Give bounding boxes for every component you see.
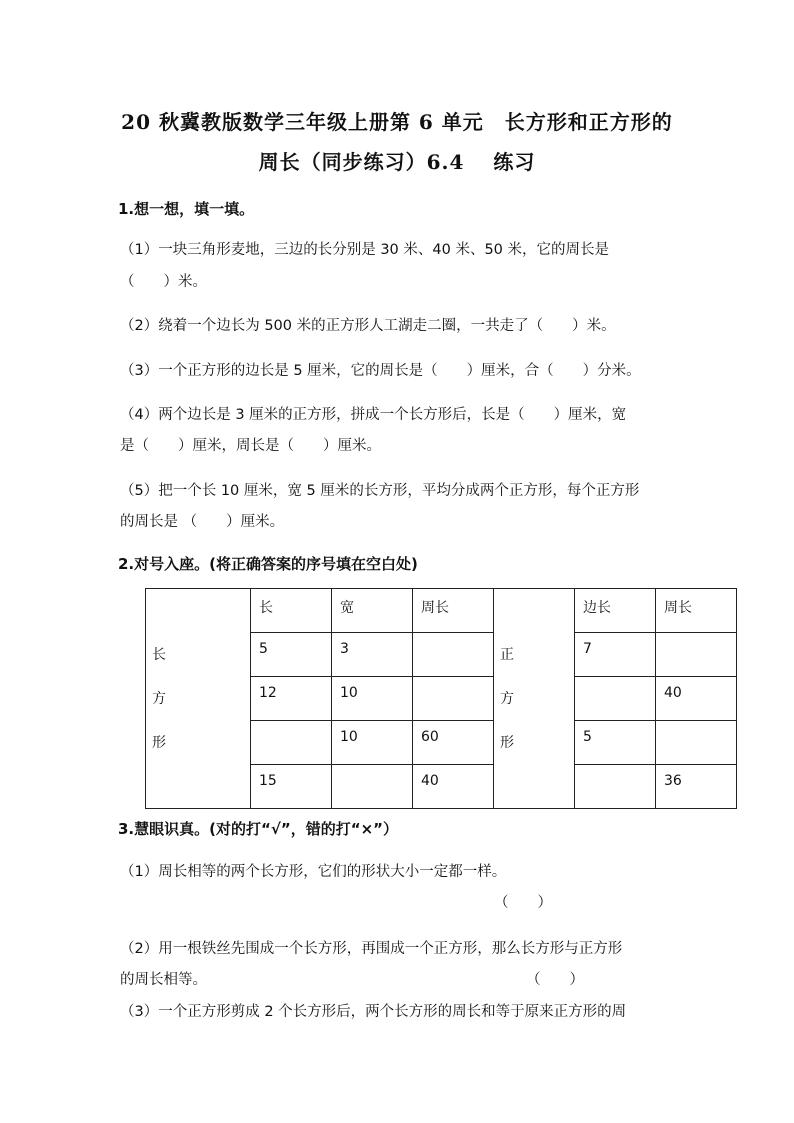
table-cell[interactable]: 15 (251, 765, 332, 809)
table-cell[interactable] (656, 633, 737, 677)
question-3-3-line-1: （3）一个正方形剪成 2 个长方形后，两个长方形的周长和等于原来正方形的周 (120, 1004, 627, 1020)
answer-blank-3-1[interactable]: （ ） (494, 895, 552, 911)
square-label-char: 形 (500, 734, 514, 751)
header-rect-perimeter: 周长 (413, 589, 494, 633)
header-width: 宽 (332, 589, 413, 633)
question-3-2-line-1: （2）用一根铁丝先围成一个长方形，再围成一个正方形，那么长方形与正方形 (120, 941, 623, 957)
table-cell[interactable]: 10 (332, 721, 413, 765)
header-square-perimeter: 周长 (656, 589, 737, 633)
table-cell[interactable] (656, 721, 737, 765)
question-1-4-line-2: 是（ ）厘米，周长是（ ）厘米。 (120, 438, 381, 454)
table-cell[interactable]: 10 (332, 677, 413, 721)
table-cell[interactable] (413, 633, 494, 677)
answer-blank-3-2[interactable]: （ ） (526, 972, 584, 988)
question-1-2: （2）绕着一个边长为 500 米的正方形人工湖走二圈，一共走了（ ）米。 (120, 318, 616, 334)
square-label-cell (494, 589, 575, 809)
rectangle-label-char: 形 (152, 734, 166, 751)
table-cell[interactable]: 5 (251, 633, 332, 677)
question-1-4-line-1: （4）两个边长是 3 厘米的正方形，拼成一个长方形后，长是（ ）厘米，宽 (120, 407, 627, 423)
table-cell[interactable] (575, 765, 656, 809)
table-cell[interactable] (413, 677, 494, 721)
table-cell[interactable]: 36 (656, 765, 737, 809)
table-cell[interactable] (251, 721, 332, 765)
title-line-1: 20 秋冀教版数学三年级上册第 6 单元 长方形和正方形的 (121, 110, 673, 134)
table-cell[interactable]: 3 (332, 633, 413, 677)
square-label-char: 方 (500, 690, 514, 707)
question-1-3: （3）一个正方形的边长是 5 厘米，它的周长是（ ）厘米，合（ ）分米。 (120, 363, 641, 379)
question-1-1-line-1: （1）一块三角形麦地，三边的长分别是 30 米、40 米、50 米，它的周长是 (120, 242, 610, 258)
perimeter-table (145, 588, 737, 809)
square-label-char: 正 (500, 646, 514, 663)
header-side: 边长 (575, 589, 656, 633)
section-1-heading: 1.想一想，填一填。 (118, 200, 255, 218)
question-3-2-line-2: 的周长相等。 (120, 972, 207, 988)
table-cell[interactable]: 5 (575, 721, 656, 765)
section-2-heading: 2.对号入座。(将正确答案的序号填在空白处) (118, 555, 418, 573)
table-cell[interactable] (575, 677, 656, 721)
table-cell[interactable]: 60 (413, 721, 494, 765)
section-3-heading: 3.慧眼识真。(对的打“√”，错的打“×”） (118, 820, 398, 838)
question-3-1: （1）周长相等的两个长方形，它们的形状大小一定都一样。 (120, 864, 507, 880)
rectangle-label-cell (146, 589, 251, 809)
question-1-5-line-2: 的周长是 （ ）厘米。 (120, 514, 285, 530)
table-header-row (146, 589, 737, 633)
question-1-5-line-1: （5）把一个长 10 厘米，宽 5 厘米的长方形，平均分成两个正方形，每个正方形 (120, 483, 640, 499)
table-cell[interactable]: 40 (656, 677, 737, 721)
rectangle-label-char: 方 (152, 690, 166, 707)
table-cell[interactable]: 40 (413, 765, 494, 809)
table-cell[interactable]: 7 (575, 633, 656, 677)
table-cell[interactable]: 12 (251, 677, 332, 721)
header-length: 长 (251, 589, 332, 633)
question-1-1-line-2: （ ）米。 (120, 274, 207, 290)
table-cell[interactable] (332, 765, 413, 809)
rectangle-label-char: 长 (152, 646, 166, 663)
title-line-2: 周长（同步练习）6.4 练习 (258, 150, 536, 174)
